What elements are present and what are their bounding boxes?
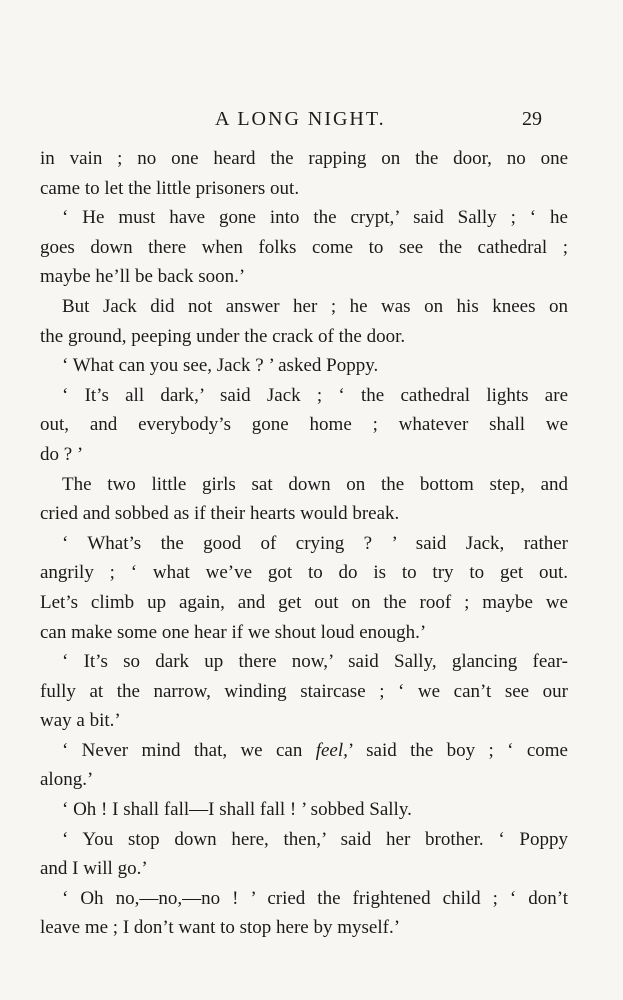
italic-emphasis: feel, — [315, 739, 348, 761]
text-line: way a bit.’ — [40, 710, 121, 732]
paragraph — [40, 381, 568, 470]
paragraph — [40, 825, 568, 884]
text-line: in vain ; no one heard the rapping on the door, no one — [40, 148, 568, 169]
text-line — [40, 736, 568, 766]
text-line: ‘ Oh ! I shall fall—I shall fall ! ’ sobbed Sally. — [62, 799, 412, 821]
body-text — [40, 144, 568, 943]
text-line: fully at the narrow, winding staircase ; ‘ we can’t see our — [40, 680, 568, 702]
text-line: maybe he’ll be back soon.’ — [40, 266, 246, 288]
paragraph — [40, 470, 568, 529]
text-line: ‘ What can you see, Jack ? ’ asked Poppy. — [62, 355, 379, 377]
text-line: goes down there when folks come to see the cathedral ; — [40, 236, 568, 258]
text-segment: ‘ Never mind that, we can — [62, 739, 316, 761]
paragraph — [40, 795, 568, 825]
text-line: The two little girls sat down on the bottom step, and — [62, 473, 568, 495]
text-line: cried and sobbed as if their hearts would break. — [40, 503, 400, 525]
paragraph — [40, 351, 568, 381]
running-title: A LONG NIGHT. — [215, 108, 386, 130]
paragraph — [40, 647, 568, 736]
text-line: came to let the little prisoners out. — [40, 177, 300, 199]
paragraph — [40, 203, 568, 292]
text-segment: ’ said the boy ; ‘ come — [347, 739, 568, 761]
text-line: ‘ It’s so dark up there now,’ said Sally, glancing fear- — [62, 651, 568, 673]
text-line: the ground, peeping under the crack of the door. — [40, 325, 406, 347]
page-number: 29 — [522, 108, 542, 130]
text-line: and I will go.’ — [40, 858, 148, 880]
text-line: angrily ; ‘ what we’ve got to do is to try to get out. — [40, 562, 568, 584]
text-line: Let’s climb up again, and get out on the roof ; maybe we — [40, 591, 568, 613]
text-line: out, and everybody’s gone home ; whatever shall we — [40, 414, 568, 436]
text-line: do ? ’ — [40, 443, 84, 465]
text-line: But Jack did not answer her ; he was on his knees on — [62, 295, 568, 317]
paragraph — [40, 529, 568, 647]
paragraph — [40, 144, 568, 203]
text-line: ‘ Oh no,—no,—no ! ’ cried the frightened child ; ‘ don’t — [62, 887, 568, 909]
paragraph — [40, 292, 568, 351]
text-line: ‘ He must have gone into the crypt,’ said Sally ; ‘ he — [62, 207, 568, 229]
paragraph — [40, 736, 568, 795]
text-line: ‘ It’s all dark,’ said Jack ; ‘ the cathedral lights are — [62, 384, 568, 406]
text-line: leave me ; I don’t want to stop here by myself.’ — [40, 917, 401, 939]
text-line: ‘ What’s the good of crying ? ’ said Jack, rather — [62, 532, 568, 554]
text-line: along.’ — [40, 769, 94, 791]
text-line: ‘ You stop down here, then,’ said her brother. ‘ Poppy — [62, 828, 568, 850]
text-line: can make some one hear if we shout loud enough.’ — [40, 621, 427, 643]
paragraph — [40, 884, 568, 943]
running-head — [0, 104, 623, 134]
